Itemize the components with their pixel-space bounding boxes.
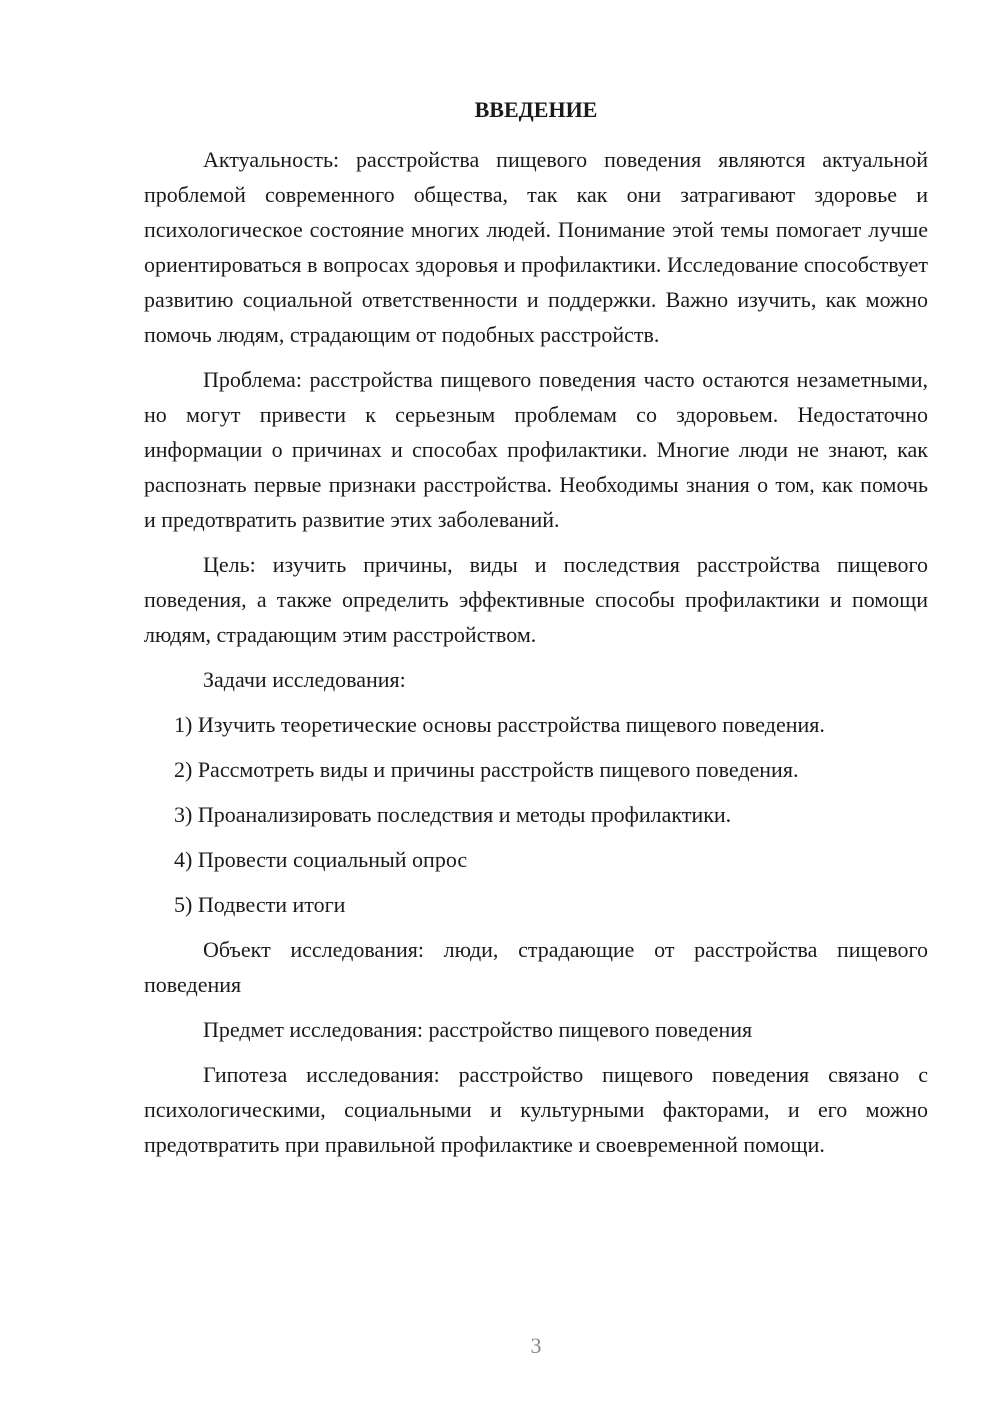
subject-paragraph: Предмет исследования: расстройство пищевого поведения bbox=[203, 1017, 753, 1042]
relevance-paragraph: Актуальность: расстройства пищевого поведения являются актуальной проблемой современного общества, так как они затрагивают здоровье и психологическое состояние многих людей. Понимание этой темы помогает лучше ориентироваться в вопросах здоровья и профилактики. Исследование способствует развитию социальной ответственности и поддержки. Важно изучить, как можно помочь людям, страдающим от подобных расстройств. bbox=[144, 147, 928, 347]
object-paragraph: Объект исследования: люди, страдающие от расстройства пищевого поведения bbox=[144, 937, 928, 997]
tasks-heading: Задачи исследования: bbox=[203, 667, 406, 692]
list-item: 3) Проанализировать последствия и методы профилактики. bbox=[174, 802, 732, 827]
document-page bbox=[144, 96, 928, 1172]
goal-paragraph: Цель: изучить причины, виды и последствия расстройства пищевого поведения, а также определить эффективные способы профилактики и помощи людям, страдающим этим расстройством. bbox=[144, 552, 928, 647]
list-item: 1) Изучить теоретические основы расстройства пищевого поведения. bbox=[174, 712, 825, 737]
page-number: 3 bbox=[530, 1333, 542, 1358]
tasks-list bbox=[144, 707, 928, 922]
list-item: 5) Подвести итоги bbox=[174, 892, 346, 917]
list-item: 2) Рассмотреть виды и причины расстройств пищевого поведения. bbox=[174, 757, 799, 782]
problem-paragraph: Проблема: расстройства пищевого поведения часто остаются незаметными, но могут привести к серьезным проблемам со здоровьем. Недостаточно информации о причинах и способах профилактики. Многие люди не знают, как распознать первые признаки расстройства. Необходимы знания о том, как помочь и предотвратить развитие этих заболеваний. bbox=[144, 367, 928, 532]
document-title: ВВЕДЕНИЕ bbox=[474, 97, 598, 122]
hypothesis-paragraph: Гипотеза исследования: расстройство пищевого поведения связано с психологическими, социальными и культурными факторами, и его можно предотвратить при правильной профилактике и своевременной помощи. bbox=[144, 1062, 928, 1157]
list-item: 4) Провести социальный опрос bbox=[174, 847, 468, 872]
